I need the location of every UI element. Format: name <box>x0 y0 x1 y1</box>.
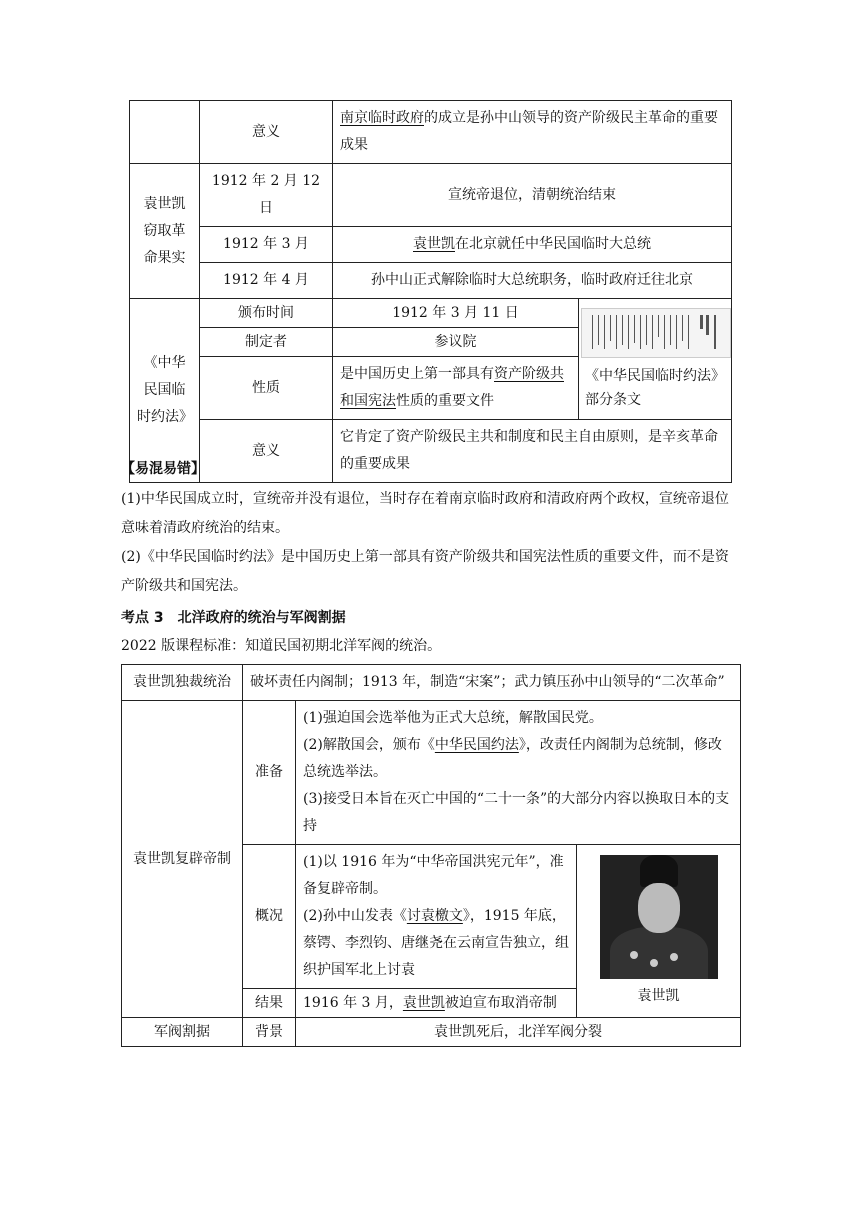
yuefa-image-cell <box>579 299 732 420</box>
prep-item: (3)接受日本旨在灭亡中国的“二十一条”的大部分内容以换取日本的支持 <box>303 791 730 834</box>
prep-item: (1)强迫国会选举他为正式大总统，解散国民党。 <box>303 710 603 726</box>
portrait-caption: 袁世凯 <box>637 988 680 1004</box>
event-text: 在北京就任中华民国临时大总统 <box>455 236 651 252</box>
prep-label: 准备 <box>243 701 296 845</box>
republic-table <box>129 100 732 483</box>
date-cell: 1912 年 2 月 12 日 <box>200 164 333 227</box>
event-cell: 宣统帝退位，清朝统治结束 <box>333 164 732 227</box>
yuefa-link: 中华民国约法 <box>434 737 519 753</box>
prep-item: (2)解散国会，颁布《中华民国约法》，改责任内阁制为总统制，修改总统选举法。 <box>303 737 722 780</box>
document-image <box>581 308 731 358</box>
curriculum-standard: 2022 版课程标准：知道民国初期北洋军阀的统治。 <box>121 638 442 654</box>
nature-label: 性质 <box>200 357 333 420</box>
maker-label: 制定者 <box>200 328 333 357</box>
result-content: 1916 年 3 月，袁世凯被迫宣布取消帝制 <box>296 989 577 1018</box>
row-text: 的成立是孙中山领导的资产阶级民主革命的重要成果 <box>340 110 718 153</box>
mistakes-paragraph: (1)中华民国成立时，宣统帝并没有退位，当时存在着南京临时政府和清政府两个政权，宣统帝退位意味着清政府统治的结束。 <box>121 491 729 536</box>
yuefa-title: 《中华民国临时约法》 <box>130 299 200 483</box>
result-label: 结果 <box>243 989 296 1018</box>
beiyang-table <box>121 664 741 1047</box>
yuan-link: 袁世凯 <box>413 236 455 252</box>
background-value: 袁世凯死后，北洋军阀分裂 <box>296 1018 741 1047</box>
constitution-link: 资产阶级共和国宪法 <box>340 366 564 409</box>
meaning-value: 它肯定了资产阶级民主共和制度和民主自由原则，是辛亥革命的重要成果 <box>333 420 732 483</box>
overview-content <box>296 845 577 989</box>
overview-item: (2)孙中山发表《讨袁檄文》，1915 年底，蔡锷、李烈钧、唐继尧在云南宣告独立，组织护国军北上讨袁 <box>303 908 569 978</box>
yuan-link: 袁世凯 <box>402 995 445 1011</box>
overview-label: 概况 <box>243 845 296 989</box>
event-cell <box>333 227 732 263</box>
dict-content: 破坏责任内阁制；1913 年，制造“宋案”；武力镇压孙中山领导的“二次革命” <box>243 665 741 701</box>
dict-label: 袁世凯独裁统治 <box>122 665 243 701</box>
portrait-cell <box>577 845 741 1018</box>
maker-value: 参议院 <box>333 328 579 357</box>
mistakes-heading: 【易混易错】 <box>121 461 205 477</box>
meaning-label: 意义 <box>200 420 333 483</box>
nature-text: 性质的重要文件 <box>396 393 494 409</box>
nature-value <box>333 357 579 420</box>
event-cell: 孙中山正式解除临时大总统职务，临时政府迁往北京 <box>333 263 732 299</box>
issue-label: 颁布时间 <box>200 299 333 328</box>
nature-text: 是中国历史上第一部具有 <box>340 366 494 382</box>
yuan-shikai-portrait <box>600 855 718 979</box>
restore-label: 袁世凯复辟帝制 <box>122 701 243 1018</box>
nanjing-link: 南京临时政府 <box>340 110 424 126</box>
yuan-title: 袁世凯窃取革命果实 <box>130 164 200 299</box>
row-content <box>333 101 732 164</box>
mistakes-paragraph: (2)《中华民国临时约法》是中国历史上第一部具有资产阶级共和国宪法性质的重要文件，而不是资产阶级共和国宪法。 <box>121 549 729 594</box>
prep-content <box>296 701 741 845</box>
row-label: 意义 <box>200 101 333 164</box>
background-label: 背景 <box>243 1018 296 1047</box>
empty-cell <box>130 101 200 164</box>
image-caption: 《中华民国临时约法》部分条文 <box>585 368 725 408</box>
warlord-label: 军阀割据 <box>122 1018 243 1047</box>
overview-item: (1)以 1916 年为“中华帝国洪宪元年”，准备复辟帝制。 <box>303 854 564 897</box>
issue-value: 1912 年 3 月 11 日 <box>333 299 579 328</box>
section-title: 考点 3 北洋政府的统治与军阀割据 <box>121 610 346 626</box>
date-cell: 1912 年 4 月 <box>200 263 333 299</box>
tao-yuan-link: 讨袁檄文 <box>406 908 463 924</box>
date-cell: 1912 年 3 月 <box>200 227 333 263</box>
